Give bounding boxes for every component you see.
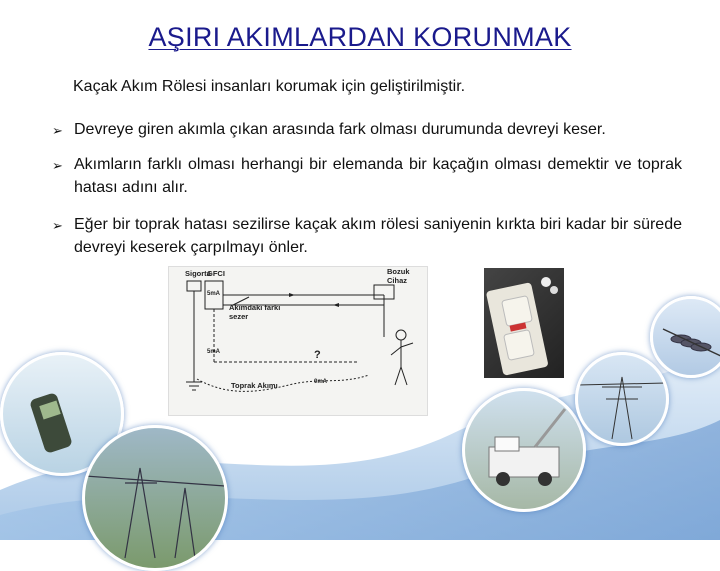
label-bozuk: Bozuk [387,267,410,276]
intro-text: Kaçak Akım Rölesi insanları korumak için geliştirilmiştir. [73,78,466,95]
bullet-item [52,213,682,259]
label-amp-3: 0mA [314,379,328,385]
bullet-text: Devreye giren akımla çıkan arasında fark olması durumunda devreyi keser. [74,121,606,138]
outlet-drawing [484,268,564,378]
bullet-text: Eğer bir toprak hatası sezilirse kaçak akım rölesi saniyenin kırkta biri kadar bir sürede devreyi keserek çarpılmayı önler. [74,216,682,256]
insulator-drawing [653,299,720,375]
gfci-circuit-diagram [168,266,428,416]
bullet-text: Akımların farklı olması herhangi bir elemanda bir kaçağın olması demektir ve toprak hatası adını alır. [74,156,682,196]
label-fark-1: Akımdaki farkı [229,303,281,312]
arrow-bullet-icon: ➢ [52,158,63,173]
gfci-outlet-image [484,268,564,378]
arrow-bullet-icon: ➢ [52,218,63,233]
label-amp-1: 5mA [207,291,221,297]
tower2-drawing [578,355,666,443]
label-sigorta: Sigorta [185,269,211,278]
utility-truck-image [462,388,586,512]
label-toprak-akimi: Toprak Akımı [231,381,278,390]
truck-drawing [465,391,583,509]
label-cihaz: Cihaz [387,276,408,285]
label-question: ? [314,349,321,361]
bullet-item [52,118,682,142]
label-fark-2: sezer [229,312,249,321]
tower-drawing [85,428,225,568]
arrow-bullet-icon: ➢ [52,123,63,138]
power-tower-image [82,425,228,571]
slide-title: AŞIRI AKIMLARDAN KORUNMAK [148,22,572,52]
label-gfci: GFCI [207,269,225,278]
bullet-item [52,153,682,199]
transmission-tower-image [575,352,669,446]
label-amp-2: 5mA [207,349,221,355]
circuit-drawing [169,267,427,415]
